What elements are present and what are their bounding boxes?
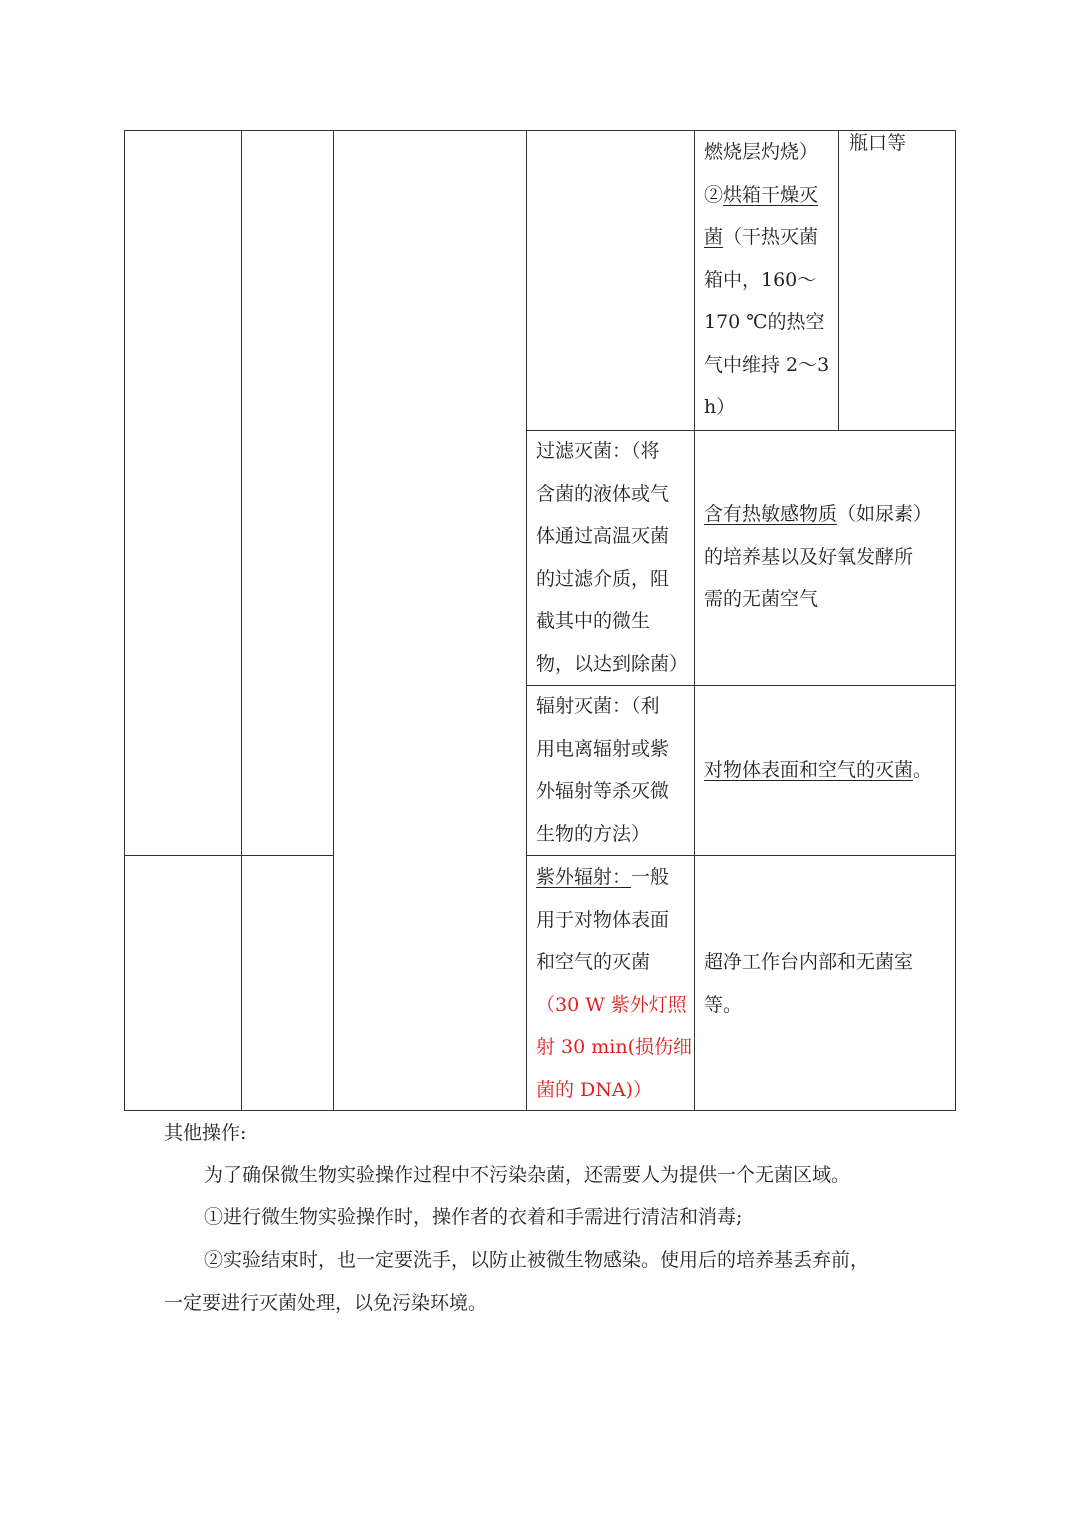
paragraph-continued: 一定要进行灭菌处理，以免污染环境。 bbox=[164, 1292, 488, 1314]
cell-line: 过滤灭菌：（将 bbox=[536, 440, 660, 462]
cell-line: 170 ℃的热空 bbox=[704, 311, 825, 333]
object-cell-filtration bbox=[704, 493, 932, 621]
cell-line bbox=[704, 216, 829, 259]
cell-line: 的过滤介质，阻 bbox=[536, 567, 670, 590]
method-cell-filtration bbox=[536, 430, 688, 685]
cell-line: 气中维持 2～3 bbox=[704, 353, 830, 376]
cell-line: 外辐射等杀灭微 bbox=[536, 780, 670, 802]
object-underlined: 含有热敏感物质 bbox=[704, 503, 838, 525]
cell-line: 用于对物体表面 bbox=[536, 908, 670, 931]
method-name-underlined: 烘箱干燥灭 bbox=[723, 183, 819, 206]
method-cell-dry-heat bbox=[704, 131, 829, 429]
cell-line: 含菌的液体或气 bbox=[536, 482, 670, 505]
cell-line: 的培养基以及好氧发酵所 bbox=[704, 545, 914, 568]
col-divider bbox=[694, 130, 695, 1111]
paragraph: 为了确保微生物实验操作过程中不污染杂菌，还需要人为提供一个无菌区域。 bbox=[204, 1164, 851, 1186]
circled-number: ② bbox=[704, 183, 724, 206]
method-desc: 一般 bbox=[631, 866, 670, 888]
col-divider bbox=[124, 130, 125, 1111]
cell-line: 燃烧层灼烧） bbox=[704, 141, 819, 163]
col-divider bbox=[838, 130, 839, 431]
cell-line: 等。 bbox=[704, 993, 743, 1016]
object-cell-radiation bbox=[704, 749, 932, 792]
col-divider bbox=[241, 130, 242, 1111]
cell-line: 和空气的灭菌 bbox=[536, 951, 651, 973]
cell-line: 生物的方法） bbox=[536, 822, 651, 845]
paragraph: ②实验结束时，也一定要洗手，以防止被微生物感染。使用后的培养基丢弃前， bbox=[204, 1249, 870, 1271]
cell-line bbox=[704, 174, 829, 217]
cell-line: 需的无菌空气 bbox=[704, 588, 819, 610]
object-cell-bottle-mouth bbox=[849, 122, 906, 165]
col-divider bbox=[333, 130, 334, 1111]
cell-line bbox=[536, 856, 692, 899]
method-desc: （干热灭菌 bbox=[723, 226, 819, 248]
cell-line: 截其中的微生 bbox=[536, 610, 651, 632]
cell-line: h） bbox=[704, 396, 736, 418]
method-cell-radiation bbox=[536, 685, 669, 855]
cell-line: 体通过高温灭菌 bbox=[536, 525, 670, 547]
cell-line-red: （30 W 紫外灯照 bbox=[536, 993, 687, 1016]
object-tail: 。 bbox=[913, 759, 933, 781]
object-cell-uv bbox=[704, 941, 913, 1026]
cell-line bbox=[704, 493, 932, 536]
cell-line-red: 菌的 DNA)） bbox=[536, 1078, 653, 1101]
table-top-border bbox=[124, 130, 956, 131]
method-name-underlined: 菌 bbox=[704, 226, 724, 248]
cell-line: 辐射灭菌：（利 bbox=[536, 695, 660, 717]
section-heading: 其他操作: bbox=[164, 1122, 247, 1144]
cell-line: 箱中，160～ bbox=[704, 268, 817, 291]
cell-line: 用电离辐射或紫 bbox=[536, 737, 670, 760]
object-note: （如尿素） bbox=[837, 503, 933, 525]
cell-line: 物，以达到除菌） bbox=[536, 652, 689, 675]
row-divider bbox=[124, 855, 333, 856]
cell-line: 超净工作台内部和无菌室 bbox=[704, 951, 914, 973]
cell-line bbox=[704, 749, 932, 792]
cell-line-red: 射 30 min(损伤细 bbox=[536, 1036, 692, 1058]
col-divider bbox=[955, 130, 956, 1111]
cell-line: 瓶口等 bbox=[849, 132, 907, 154]
paragraph: ①进行微生物实验操作时，操作者的衣着和手需进行清洁和消毒; bbox=[204, 1206, 743, 1228]
object-underlined: 对物体表面和空气的灭菌 bbox=[704, 759, 914, 781]
method-cell-uv bbox=[536, 856, 692, 1111]
col-divider bbox=[526, 130, 527, 1111]
method-title-underlined: 紫外辐射： bbox=[536, 866, 632, 888]
